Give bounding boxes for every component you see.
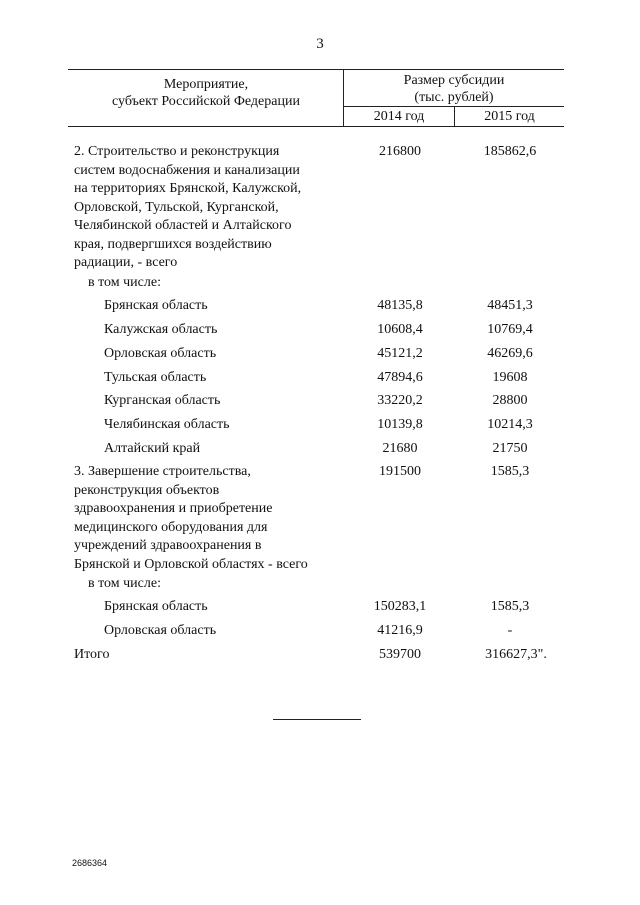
document-code: 2686364 (72, 858, 108, 868)
region-name: Орловская область (104, 623, 217, 638)
region-2014-value: 33220,2 (377, 393, 423, 408)
item-2-2015-value: 185862,6 (483, 144, 537, 159)
region-name: Брянская область (104, 298, 208, 313)
region-name: Алтайский край (104, 441, 201, 456)
region-2015-value: 10769,4 (487, 322, 533, 337)
region-2015-value: 10214,3 (487, 417, 533, 432)
region-2014-value: 48135,8 (377, 298, 423, 313)
total-2014-value: 539700 (379, 647, 421, 662)
region-2014-value: 41216,9 (377, 623, 423, 638)
item-2-2014-value: 216800 (379, 144, 421, 159)
region-2015-value: 28800 (492, 393, 528, 408)
region-2014-value: 150283,1 (373, 599, 427, 614)
region-2014-value: 10139,8 (377, 417, 423, 432)
header-subsidy-size: Размер субсидии (тыс. рублей) (403, 73, 505, 105)
region-2014-value: 21680 (382, 441, 418, 456)
region-name: Брянская область (104, 599, 208, 614)
item-2-description: 2. Строительство и реконструкция систем водоснабжения и канализации на территориях Брянской, Калужской, Орловской, Тульской, Курганской, Челябинской областей и Алтайского края, подвергшихся воздействию радиации, - всего (74, 144, 302, 270)
region-2015-value: 46269,6 (487, 346, 533, 361)
region-2015-value: - (507, 623, 513, 638)
region-2014-value: 47894,6 (377, 370, 423, 385)
region-2014-value: 10608,4 (377, 322, 423, 337)
region-name: Тульская область (104, 370, 207, 385)
region-name: Челябинская область (104, 417, 230, 432)
table-top-rule (68, 69, 564, 70)
including-label: в том числе: (88, 275, 161, 290)
header-measure-entity: Мероприятие, субъект Российской Федерации (112, 77, 300, 109)
region-name: Калужская область (104, 322, 218, 337)
header-year-2014: 2014 год (373, 109, 425, 124)
region-2015-value: 48451,3 (487, 298, 533, 313)
item-3-description: 3. Завершение строительства, реконструкция объектов здравоохранения и приобретение медицинского оборудования для учреждений здравоохранения в Брянской и Орловской областях - всего (74, 464, 308, 572)
region-2015-value: 19608 (492, 370, 528, 385)
region-name: Орловская область (104, 346, 217, 361)
item-3-2015-value: 1585,3 (490, 464, 530, 479)
header-year-2015: 2015 год (484, 109, 535, 124)
end-of-document-rule (273, 719, 361, 720)
item-3-2014-value: 191500 (379, 464, 421, 479)
region-2015-value: 1585,3 (490, 599, 530, 614)
page-number: 3 (316, 36, 324, 52)
region-2015-value: 21750 (492, 441, 528, 456)
total-label: Итого (74, 647, 110, 662)
total-2015-value: 316627,3". (485, 647, 547, 662)
region-name: Курганская область (104, 393, 221, 408)
region-2014-value: 45121,2 (377, 346, 423, 361)
including-label: в том числе: (88, 576, 161, 591)
header-bottom-rule (68, 126, 564, 127)
